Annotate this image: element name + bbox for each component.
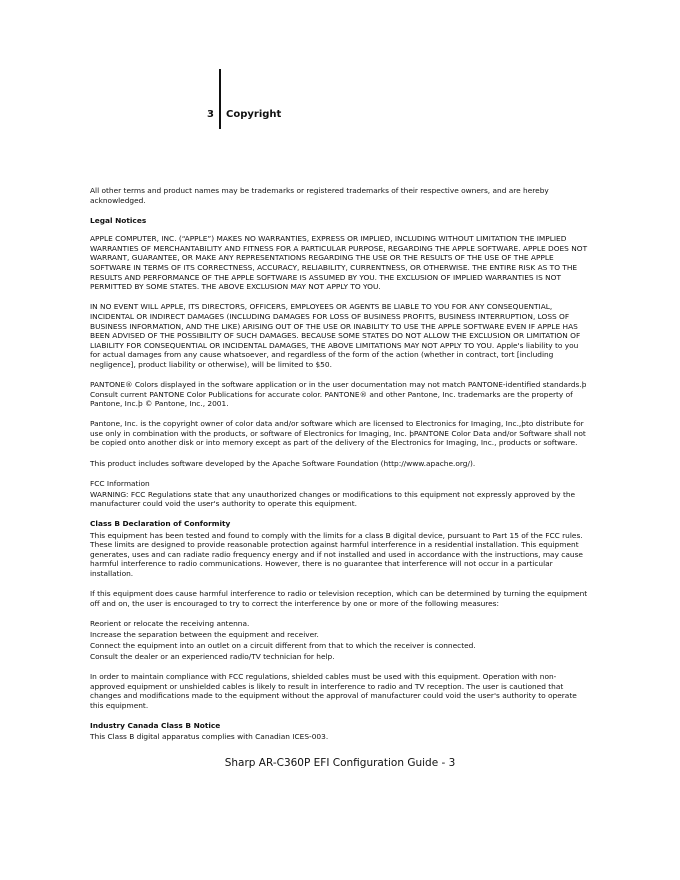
pantone-copyright-paragraph: Pantone, Inc. is the copyright owner of color data and/or software which are licensed to Electronics for Imaging, Inc.,þto distribute for use only in combination with the products, or software of Electronics for Imaging, Inc. þPANTONE Color Data and/or Software shall not be copied onto another disk or into memory except as part of the delivery of the Electronics for Imaging, Inc., products or software. (90, 419, 586, 448)
header-divider (219, 69, 221, 129)
measure-item: Connect the equipment into an outlet on a circuit different from that to which the receiver is connected. (90, 640, 476, 650)
trademarks-paragraph: All other terms and product names may be trademarks or registered trademarks of their respective owners, and are hereby acknowledged. (90, 186, 549, 205)
class-b-compliance-paragraph: This equipment has been tested and found to comply with the limits for a class B digital device, pursuant to Part 15 of the FCC rules. These limits are designed to provide reasonable protection against harmful interference in a residential installation. This equipment generates, uses and can radiate radio frequency energy and if not installed and used in accordance with the instructions, may cause harmful interference to radio communications. However, there is no guarantee that interference will not occur in a particular installation. (90, 530, 583, 578)
chapter-number: 3 (207, 109, 214, 120)
industry-canada-heading: Industry Canada Class B Notice (90, 720, 221, 730)
measure-item: Consult the dealer or an experienced radio/TV technician for help. (90, 651, 335, 661)
document-body (90, 186, 590, 743)
pantone-colors-paragraph: PANTONE® Colors displayed in the software application or in the user documentation may not match PANTONE-identified standards.þ Consult current PANTONE Color Publications for accurate color. PANTONE® and other Pantone, Inc. trademarks are the property of Pantone, Inc.þ © Pantone, Inc., 2001. (90, 380, 587, 409)
page-footer: Sharp AR-C360P EFI Configuration Guide - 3 (224, 757, 456, 769)
class-b-heading: Class B Declaration of Conformity (90, 519, 231, 529)
page-title: Copyright (226, 109, 282, 120)
measure-item: Reorient or relocate the receiving antenna. (90, 618, 250, 628)
apache-paragraph: This product includes software developed by the Apache Software Foundation (http://www.apache.org/). (90, 458, 476, 468)
legal-notices-heading: Legal Notices (90, 215, 147, 225)
fcc-information-label: FCC Information (90, 478, 150, 488)
industry-canada-paragraph: This Class B digital apparatus complies with Canadian ICES-003. (90, 732, 329, 742)
apple-liability-paragraph: IN NO EVENT WILL APPLE, ITS DIRECTORS, OFFICERS, EMPLOYEES OR AGENTS BE LIABLE TO YOU FOR ANY CONSEQUENTIAL, INCIDENTAL OR INDIRECT DAMAGES (INCLUDING DAMAGES FOR LOSS OF BUSINESS PROFITS, BUSINESS INTERRUPTION, LOSS OF BUSINESS INFORMATION, AND THE LIKE) ARISING OUT OF THE USE OR INABILITY TO USE THE APPLE SOFTWARE EVEN IF APPLE HAS BEEN ADVISED OF THE POSSIBILITY OF SUCH DAMAGES. BECAUSE SOME STATES DO NOT ALLOW THE EXCLUSION OR LIMITATION OF LIABILITY FOR CONSEQUENTIAL OR INCIDENTAL DAMAGES, THE ABOVE LIMITATIONS MAY NOT APPLY TO YOU. Apple's liability to you for actual damages from any cause whatsoever, and regardless of the form of the action (whether in contract, tort [including negligence], product liability or otherwise), will be limited to $50. (90, 302, 581, 369)
fcc-warning-paragraph: WARNING: FCC Regulations state that any unauthorized changes or modifications to this equipment not expressly approved by the manufacturer could void the user's authority to operate this equipment. (90, 489, 576, 509)
apple-warranty-paragraph: APPLE COMPUTER, INC. (“APPLE”) MAKES NO WARRANTIES, EXPRESS OR IMPLIED, INCLUDING WITHOUT LIMITATION THE IMPLIED WARRANTIES OF MERCHANTABILITY AND FITNESS FOR A PARTICULAR PURPOSE, REGARDING THE APPLE SOFTWARE. APPLE DOES NOT WARRANT, GUARANTEE, OR MAKE ANY REPRESENTATIONS REGARDING THE USE OR THE RESULTS OF THE USE OF THE APPLE SOFTWARE IN TERMS OF ITS CORRECTNESS, ACCURACY, RELIABILITY, CURRENTNESS, OR OTHERWISE. THE ENTIRE RISK AS TO THE RESULTS AND PERFORMANCE OF THE APPLE SOFTWARE IS ASSUMED BY YOU. THE EXCLUSION OF IMPLIED WARRANTIES IS NOT PERMITTED BY SOME STATES. THE ABOVE EXCLUSION MAY NOT APPLY TO YOU. (90, 234, 588, 292)
measure-item: Increase the separation between the equipment and receiver. (90, 629, 319, 639)
class-b-interference-paragraph: If this equipment does cause harmful interference to radio or television reception, which can be determined by turning the equipment off and on, the user is encouraged to try to correct the interference by one or more of the following measures: (90, 589, 588, 608)
shielded-cables-paragraph: In order to maintain compliance with FCC regulations, shielded cables must be used with this equipment. Operation with non-approved equipment or unshielded cables is likely to result in interference to radio and TV reception. The user is cautioned that changes and modifications made to the equipment without the approval of manufacturer could void the user's authority to operate this equipment. (90, 672, 577, 710)
